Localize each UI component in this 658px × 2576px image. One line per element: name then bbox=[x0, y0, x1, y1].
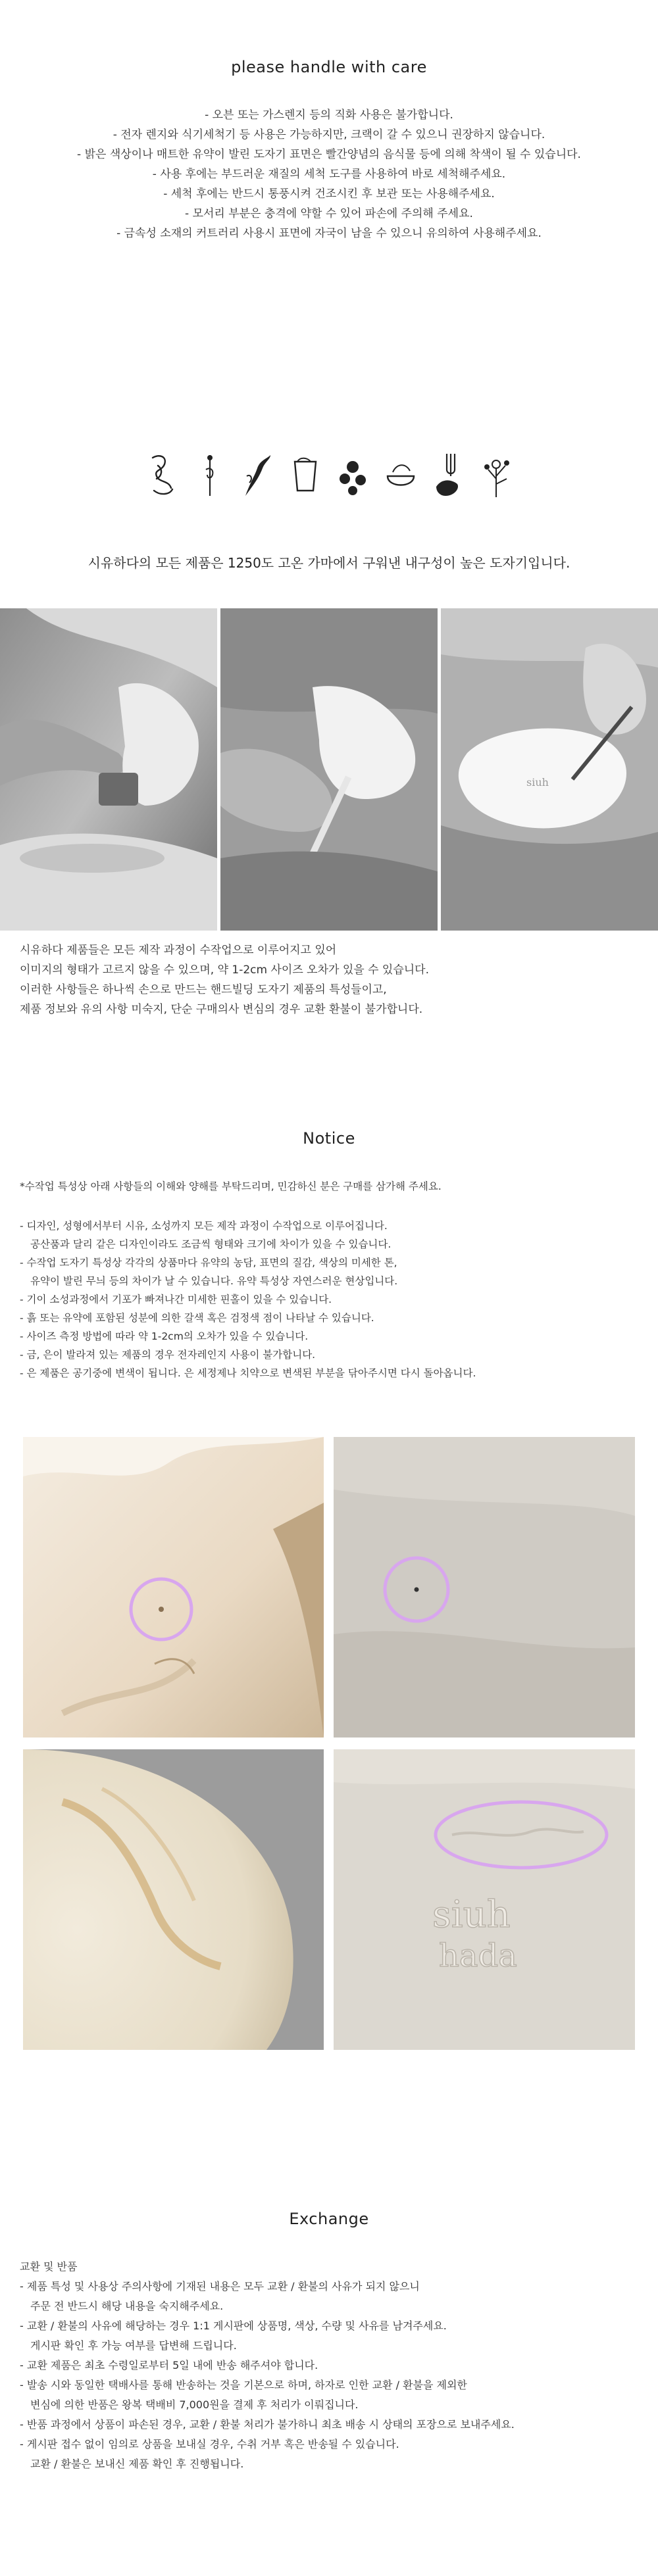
notice-line: - 은 제품은 공기중에 변색이 됩니다. 은 세정제나 치약으로 변색된 부분을 닦아주시면 다시 돌아옵니다. bbox=[20, 1367, 476, 1379]
paragraph-line: 시유하다 제품들은 모든 제작 과정이 수작업으로 이루어지고 있어 bbox=[20, 944, 337, 957]
svg-text:hada: hada bbox=[439, 1937, 517, 1974]
notice-line: - 사이즈 측정 방법에 따라 약 1-2cm의 오차가 있을 수 있습니다. bbox=[20, 1330, 309, 1342]
exchange-line: 주문 전 반드시 해당 내용을 숙지해주세요. bbox=[30, 2300, 224, 2312]
notice-line: - 수작업 도자기 특성상 각각의 상품마다 유약의 농담, 표면의 질감, 색상의 미세한 톤, bbox=[20, 1257, 397, 1269]
detail-photo-spot bbox=[334, 1437, 635, 1738]
svg-text:siuh: siuh bbox=[526, 776, 549, 789]
notice-line: - 기이 소성과정에서 기포가 빠져나간 미세한 핀홀이 있을 수 있습니다. bbox=[20, 1294, 332, 1305]
exchange-line: - 제품 특성 및 사용상 주의사항에 기재된 내용은 모두 교환 / 환불의 사유가 되지 않으니 bbox=[20, 2280, 420, 2293]
notice-title: Notice bbox=[303, 1129, 355, 1148]
notice-intro: *수작업 특성상 아래 사항들의 이해와 양해를 부탁드리며, 민감하신 분은 구매를 삼가해 주세요. bbox=[20, 1180, 442, 1192]
care-instructions bbox=[0, 105, 658, 243]
notice-list bbox=[20, 1217, 638, 1382]
durability-tagline: 시유하다의 모든 제품은 1250도 고온 가마에서 구워낸 내구성이 높은 도자기입니다. bbox=[88, 555, 570, 571]
notice-line: 공산품과 달리 같은 디자인이라도 조금씩 형태와 크기에 차이가 있을 수 있습니다. bbox=[30, 1238, 392, 1250]
exchange-line: 교환 / 환불은 보내신 제품 확인 후 진행됩니다. bbox=[30, 2458, 244, 2470]
care-line: - 모서리 부분은 충격에 약할 수 있어 파손에 주의해 주세요. bbox=[185, 207, 473, 220]
paragraph-line: 이미지의 형태가 고르지 않을 수 있으며, 약 1-2cm 사이즈 오차가 있을 수 있습니다. bbox=[20, 963, 429, 977]
notice-line: - 흙 또는 유약에 포함된 성분에 의한 갈색 혹은 검정색 점이 나타날 수 있습니다. bbox=[20, 1312, 374, 1324]
hand-dish-icon bbox=[145, 450, 179, 504]
detail-photo-pinhole bbox=[23, 1437, 324, 1738]
care-line: - 오븐 또는 가스렌지 등의 직화 사용은 불가합니다. bbox=[205, 109, 453, 122]
notice-line: 유약이 발린 무늬 등의 차이가 날 수 있습니다. 유약 특성상 자연스러운 현상입니다. bbox=[30, 1275, 398, 1287]
detail-photo-stamp-mark bbox=[334, 1749, 635, 2050]
exchange-line: - 교환 / 환불의 사유에 해당하는 경우 1:1 게시판에 상품명, 색상, 수량 및 사유를 남겨주세요. bbox=[20, 2320, 447, 2332]
process-photo-shaping bbox=[220, 608, 438, 931]
detail-photo-glaze-tone bbox=[23, 1749, 324, 2050]
process-photo-hands-clay bbox=[0, 608, 217, 931]
hand-leaf-icon bbox=[240, 450, 274, 504]
process-photo-stamping bbox=[441, 608, 658, 931]
notice-line: - 금, 은이 발라져 있는 제품의 경우 전자레인지 사용이 불가합니다. bbox=[20, 1349, 316, 1361]
flower-sprig-icon bbox=[479, 450, 513, 504]
illustration-icons bbox=[145, 447, 513, 506]
exchange-line: 변심에 의한 반품은 왕복 택배비 7,000원을 결제 후 처리가 이뤄집니다. bbox=[30, 2398, 359, 2411]
care-line: - 밝은 색상이나 매트한 유약이 발린 도자기 표면은 빨간양념의 음식물 등에 의해 착색이 될 수 있습니다. bbox=[77, 148, 581, 161]
svg-text:siuh: siuh bbox=[432, 1893, 511, 1936]
paragraph-line: 이러한 사항들은 하나씩 손으로 만드는 핸드빌딩 도자기 제품의 특성들이고, bbox=[20, 983, 387, 996]
exchange-line: 교환 및 반품 bbox=[20, 2260, 78, 2273]
exchange-policy bbox=[20, 2257, 638, 2474]
exchange-line: - 반품 과정에서 상품이 파손된 경우, 교환 / 환불 처리가 불가하니 최초 배송 시 상태의 포장으로 보내주세요. bbox=[20, 2418, 515, 2431]
care-line: - 금속성 소재의 커트러리 사용시 표면에 자국이 남을 수 있으니 유의하여 사용해주세요. bbox=[116, 227, 542, 240]
handmade-notice-paragraph bbox=[20, 940, 638, 1019]
care-line: - 사용 후에는 부드러운 재질의 세척 도구를 사용하여 바로 세척해주세요. bbox=[152, 168, 506, 181]
exchange-line: 게시판 확인 후 가능 여부를 답변해 드립니다. bbox=[30, 2339, 237, 2352]
exchange-line: - 교환 제품은 최초 수령일로부터 5일 내에 반송 해주셔야 합니다. bbox=[20, 2359, 318, 2371]
exchange-line: - 게시판 접수 없이 임의로 상품을 보내실 경우, 수취 거부 혹은 반송될 수 있습니다. bbox=[20, 2438, 399, 2450]
care-line: - 전자 렌지와 식기세척기 등 사용은 가능하지만, 크랙이 갈 수 있으니 권장하지 않습니다. bbox=[113, 128, 545, 141]
paragraph-line: 제품 정보와 유의 사항 미숙지, 단순 구매의사 변심의 경우 교환 환불이 불가합니다. bbox=[20, 1003, 423, 1016]
hand-fork-icon bbox=[431, 450, 465, 504]
exchange-title: Exchange bbox=[289, 2210, 369, 2228]
notice-line: - 디자인, 성형에서부터 시유, 소성까지 모든 제작 과정이 수작업으로 이루어집니다. bbox=[20, 1220, 388, 1232]
care-line: - 세척 후에는 반드시 통풍시켜 건조시킨 후 보관 또는 사용해주세요. bbox=[163, 187, 495, 201]
flower-cluster-icon bbox=[336, 450, 370, 504]
bowl-icon bbox=[384, 450, 418, 504]
hand-cup-icon bbox=[193, 450, 227, 504]
glass-icon bbox=[288, 450, 322, 504]
care-title: please handle with care bbox=[231, 58, 427, 76]
exchange-line: - 발송 시와 동일한 택배사를 통해 반송하는 것을 기본으로 하며, 하자로 인한 교환 / 환불을 제외한 bbox=[20, 2379, 467, 2391]
